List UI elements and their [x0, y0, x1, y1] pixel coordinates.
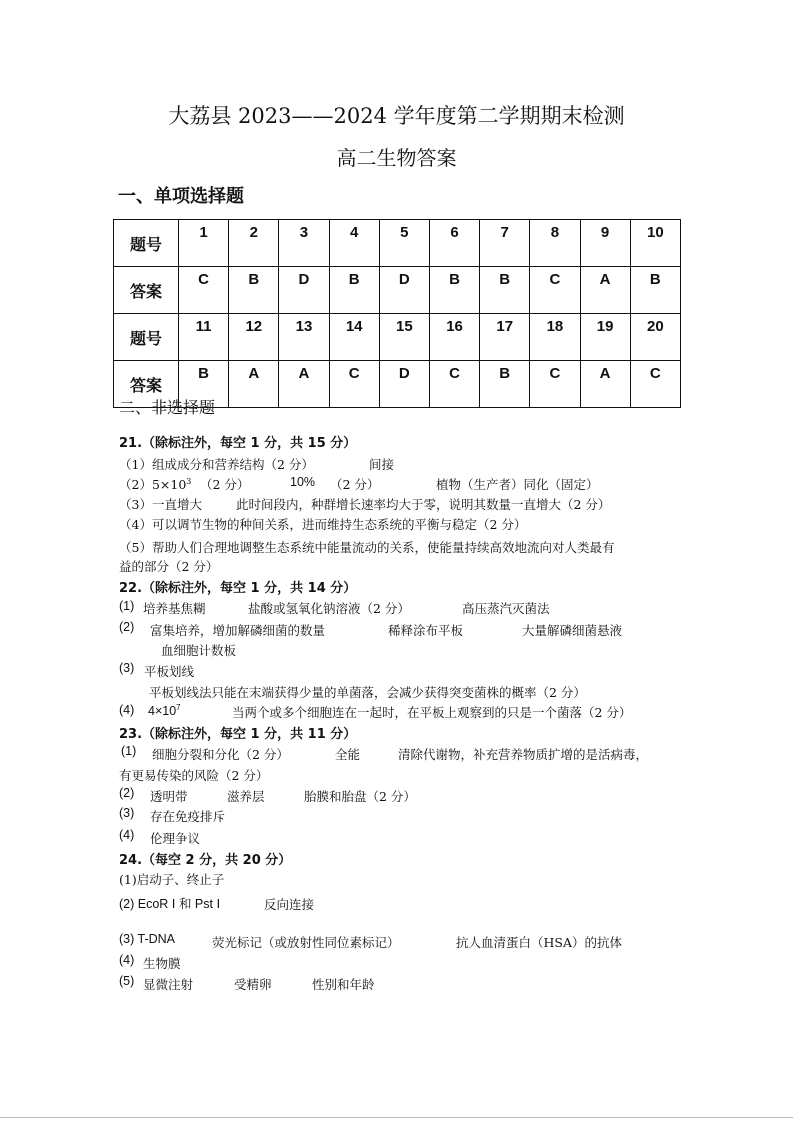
question-number-cell: 6 — [429, 220, 479, 267]
q21-line3-a: （3）一直增大 — [119, 497, 202, 512]
question-number-cell: 19 — [580, 314, 630, 361]
q21-line1-a: （1）组成成分和营养结构（2 分） — [119, 457, 314, 472]
q24-line5-a: 显微注射 — [143, 977, 194, 992]
q22-line4-b: 当两个或多个细胞连在一起时，在平板上观察到的只是一个菌落（2 分） — [232, 705, 632, 720]
page-bottom-rule — [0, 1117, 793, 1118]
q23-line1-a: 细胞分裂和分化（2 分） — [152, 747, 289, 762]
question-number-cell: 4 — [329, 220, 379, 267]
q21-line5-a: （5）帮助人们合理地调整生态系统中能量流动的关系，使能量持续高效地流向对人类最有 — [119, 540, 615, 555]
question-number-cell: 20 — [630, 314, 680, 361]
q22-line2-num: (2) — [119, 620, 135, 634]
question-number-cell: 3 — [279, 220, 329, 267]
section-heading-choice: 一、单项选择题 — [118, 186, 244, 207]
q23-line3-num: (3) — [119, 806, 135, 820]
q21-line2-b: （2 分） — [200, 477, 250, 492]
q23-line4-a: 伦理争议 — [150, 831, 201, 846]
q24-line3-a: (3) T-DNA — [119, 932, 176, 946]
answer-table — [113, 219, 681, 408]
question-number-cell: 7 — [480, 220, 530, 267]
q23-line2-a: 透明带 — [150, 789, 188, 804]
table-header-cell: 答案 — [114, 361, 179, 408]
q21-line1-b: 间接 — [369, 457, 395, 472]
q21-line2-c: 10% — [290, 475, 316, 489]
q23-line1-d: 有更易传染的风险（2 分） — [119, 768, 269, 783]
question-number-cell: 2 — [229, 220, 279, 267]
q21-line4: （4）可以调节生物的种间关系，进而维持生态系统的平衡与稳定（2 分） — [119, 517, 527, 532]
q24-line5-b: 受精卵 — [234, 977, 272, 992]
table-row — [114, 267, 681, 314]
question-number-cell: 11 — [179, 314, 229, 361]
q23-line1-num: (1) — [121, 744, 137, 758]
q23-line2-b: 滋养层 — [227, 789, 265, 804]
question-number-cell: 9 — [580, 220, 630, 267]
page-subtitle: 高二生物答案 — [336, 146, 457, 170]
q22-heading: 22.（除标注外，每空 1 分，共 14 分） — [119, 581, 357, 596]
page-title: 大荔县 2023——2024 学年度第二学期期末检测 — [168, 104, 625, 128]
q23-line4-num: (4) — [119, 828, 135, 842]
q23-line1-c: 清除代谢物，补充营养物质扩增的是活病毒， — [398, 747, 649, 762]
table-header-cell: 题号 — [114, 220, 179, 267]
q24-line3-b: 荧光标记（或放射性同位素标记） — [212, 935, 400, 950]
q21-line5-b: 益的部分（2 分） — [119, 559, 219, 574]
q22-line1-num: (1) — [119, 599, 135, 613]
q22-line4-a: $4\times 10^7$ — [148, 703, 181, 719]
q23-line2-num: (2) — [119, 786, 135, 800]
table-row — [114, 314, 681, 361]
q23-heading: 23.（除标注外，每空 1 分，共 11 分） — [119, 727, 357, 742]
q22-line1-c: 高压蒸汽灭菌法 — [462, 601, 550, 616]
question-number-cell: 1 — [179, 220, 229, 267]
question-number-cell: 17 — [480, 314, 530, 361]
q22-line2-d: 血细胞计数板 — [161, 643, 237, 658]
table-header-cell: 题号 — [114, 314, 179, 361]
q21-line2-a: $(2)5\times 10^3$ — [119, 476, 192, 492]
q23-line1-b: 全能 — [335, 747, 361, 762]
q22-line3-a: 平板划线 — [144, 664, 195, 679]
answer-cell: B — [229, 267, 279, 314]
answer-cell: B — [329, 267, 379, 314]
answer-cell: A — [279, 361, 329, 408]
answer-cell: B — [630, 267, 680, 314]
q24-line5-c: 性别和年龄 — [312, 977, 375, 992]
q21-heading: 21.（除标注外，每空 1 分，共 15 分） — [119, 436, 357, 451]
q21-line3-b: 此时间段内，种群增长速率均大于零，说明其数量一直增大（2 分） — [236, 497, 611, 512]
q24-line4-num: (4) — [119, 953, 135, 967]
q24-line2-b: 反向连接 — [264, 897, 315, 912]
answer-cell: C — [530, 267, 580, 314]
q22-line2-c: 大量解磷细菌悬液 — [522, 623, 623, 638]
q22-line4-num: (4) — [119, 703, 135, 717]
question-number-cell: 14 — [329, 314, 379, 361]
question-number-cell: 18 — [530, 314, 580, 361]
answer-cell: C — [630, 361, 680, 408]
answer-cell: B — [429, 267, 479, 314]
q21-line2-e: 植物（生产者）同化（固定） — [436, 477, 599, 492]
answer-cell: B — [480, 267, 530, 314]
answer-cell: C — [179, 267, 229, 314]
q24-line3-c: 抗人血清蛋白（HSA）的抗体 — [456, 935, 622, 950]
q22-line2-b: 稀释涂布平板 — [388, 623, 464, 638]
q24-line5-num: (5) — [119, 974, 135, 988]
question-number-cell: 5 — [379, 220, 429, 267]
answer-cell: C — [329, 361, 379, 408]
answer-cell: A — [580, 267, 630, 314]
q23-line3-a: 存在免疫排斥 — [150, 809, 226, 824]
answer-cell: C — [530, 361, 580, 408]
question-number-cell: 15 — [379, 314, 429, 361]
section-heading-nonchoice: 二、非选择题 — [119, 398, 216, 417]
q24-line2-a: (2) EcoR Ⅰ 和 Pst Ⅰ — [119, 897, 221, 911]
table-header-cell: 答案 — [114, 267, 179, 314]
q24-line1: (1)启动子、终止子 — [119, 872, 225, 887]
q23-line2-c: 胎膜和胎盘（2 分） — [304, 789, 416, 804]
answer-cell: B — [480, 361, 530, 408]
answer-cell: D — [379, 361, 429, 408]
q22-line1-a: 培养基焦糊 — [143, 601, 206, 616]
question-number-cell: 16 — [429, 314, 479, 361]
answer-cell: C — [429, 361, 479, 408]
q21-line2-d: （2 分） — [330, 477, 380, 492]
q24-line4-a: 生物膜 — [143, 956, 181, 971]
q22-line3-b: 平板划线法只能在末端获得少量的单菌落，会减少获得突变菌株的概率（2 分） — [149, 685, 586, 700]
table-row — [114, 220, 681, 267]
q22-line1-b: 盐酸或氢氧化钠溶液（2 分） — [248, 601, 410, 616]
q24-heading: 24.（每空 2 分，共 20 分） — [119, 853, 292, 868]
question-number-cell: 10 — [630, 220, 680, 267]
answer-cell: A — [580, 361, 630, 408]
answer-cell: A — [229, 361, 279, 408]
question-number-cell: 12 — [229, 314, 279, 361]
question-number-cell: 13 — [279, 314, 329, 361]
question-number-cell: 8 — [530, 220, 580, 267]
answer-cell: B — [179, 361, 229, 408]
q22-line2-a: 富集培养，增加解磷细菌的数量 — [150, 623, 326, 638]
answer-cell: D — [379, 267, 429, 314]
answer-cell: D — [279, 267, 329, 314]
q22-line3-num: (3) — [119, 661, 135, 675]
